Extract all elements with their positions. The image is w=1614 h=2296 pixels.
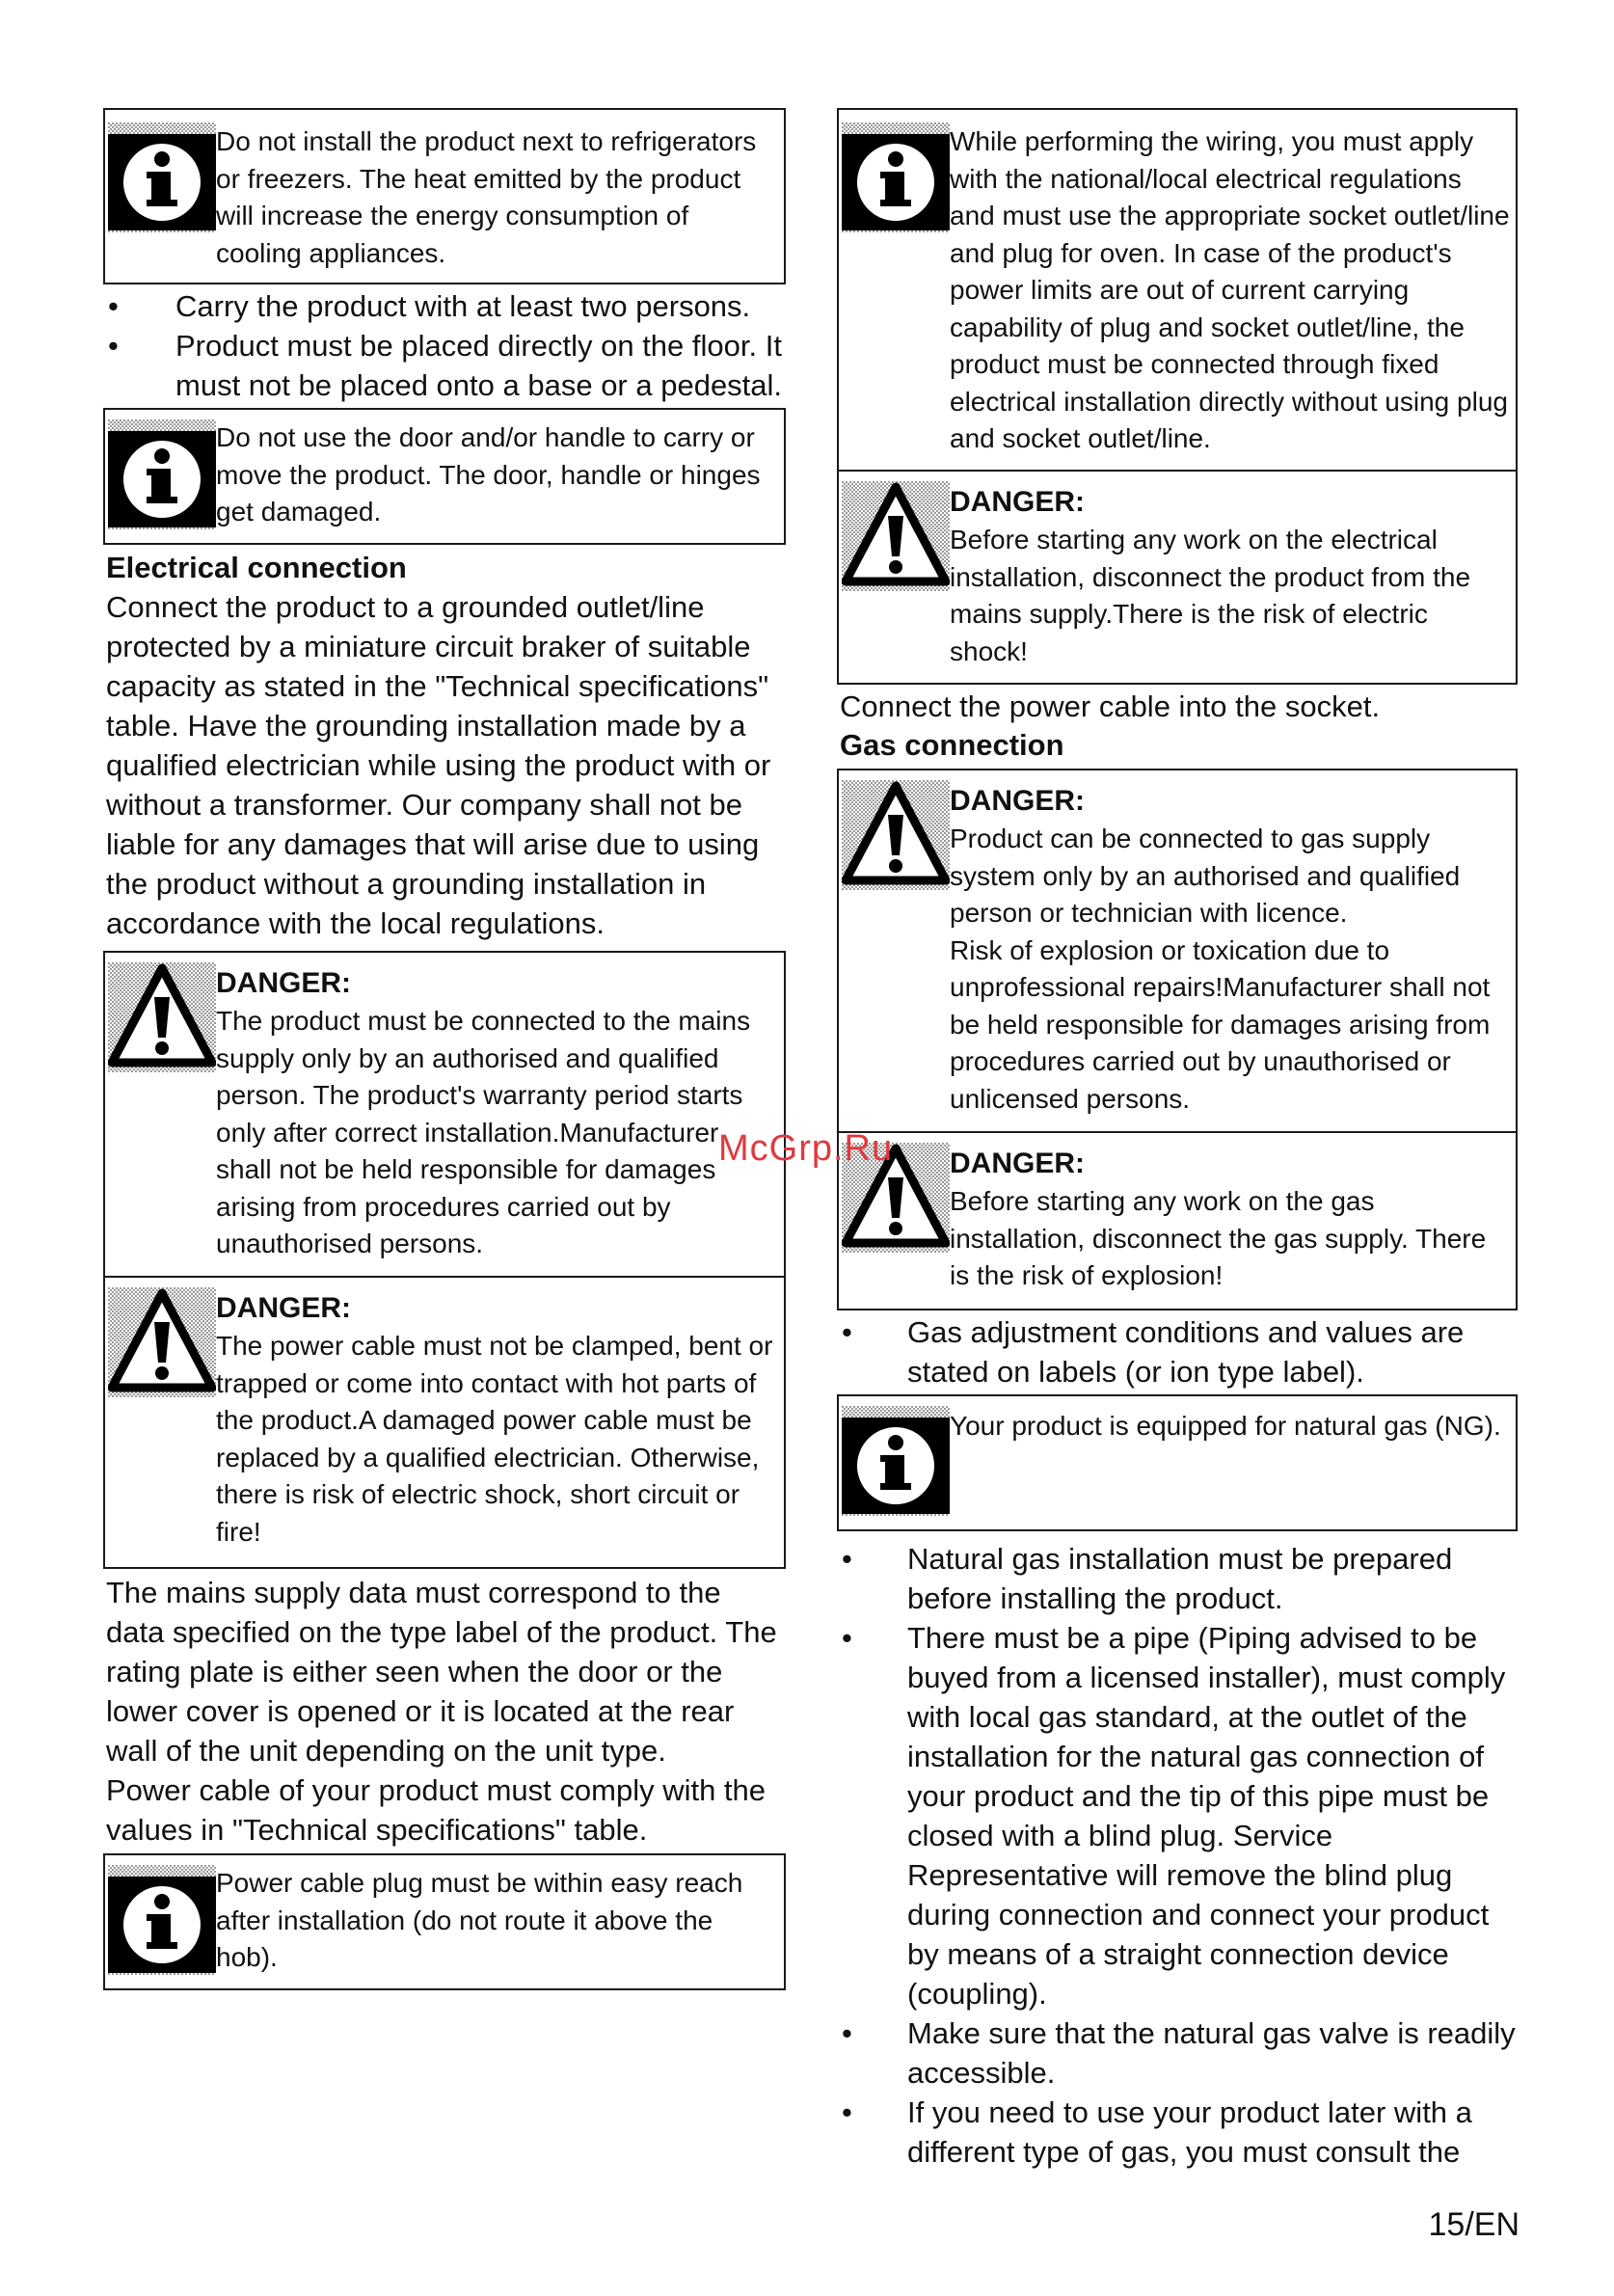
- danger-box-gas-disconnect: [837, 1133, 1518, 1310]
- list-item: • Natural gas installation must be prepared before installing the product.: [837, 1539, 1518, 1618]
- danger-title: DANGER:: [216, 1292, 351, 1324]
- danger-title: DANGER:: [950, 486, 1085, 518]
- bullet-glyph: •: [842, 1621, 852, 1655]
- danger-text: [216, 953, 784, 1273]
- watermark-text: McGrp.Ru: [718, 1128, 894, 1169]
- danger-text: [216, 1278, 784, 1560]
- bullet-glyph: •: [108, 329, 119, 363]
- bullet-glyph: •: [842, 1315, 852, 1349]
- electrical-connection-paragraph: Connect the product to a grounded outlet/line protected by a miniature circuit braker of suitable capacity as stated in the "Technical specifications" table. Have the grounding installation made by a qualified electrician while using the product with or without a transformer. Our company shall not be liable for any damages that will arise due to using the product without a grounding installation in accordance with the local regulations.: [106, 590, 771, 940]
- warning-triangle-icon: [108, 1287, 216, 1397]
- danger-body: Before starting any work on the gas installation, disconnect the gas supply. There is the risk of explosion!: [950, 1186, 1487, 1290]
- connect-socket-line: Connect the power cable into the socket.: [840, 689, 1381, 723]
- mains-supply-paragraph: The mains supply data must correspond to the data specified on the type label of the product. The rating plate is either seen when the door or the lower cover is opened or it is located at the rear wall of the unit depending on the unit type.: [106, 1576, 777, 1768]
- list-item: • There must be a pipe (Piping advised to be buyed from a licensed installer), must comply with local gas standard, at the outlet of the installation for the natural gas connection of your product and the tip of this pipe must be closed with a blind plug. Service Representative will remove the blind plug during connection and connect your product by means of a straight connection device (coupling).: [837, 1618, 1518, 2013]
- note-text: Power cable plug must be within easy reach after installation (do not route it above the hob).: [216, 1868, 743, 1972]
- bullet-glyph: •: [108, 289, 119, 323]
- warning-triangle-icon: [842, 481, 950, 591]
- gas-adjust-bullet-list: [837, 1312, 1518, 1391]
- danger-body: Risk of explosion or toxication due to unprofessional repairs!Manufacturer shall not be held responsible for damages arising from procedures carried out by unauthorised or unlicensed persons.: [950, 934, 1491, 1114]
- info-icon: [842, 122, 950, 232]
- info-note-refrigerators: [103, 108, 786, 284]
- danger-text: [950, 1133, 1516, 1305]
- danger-title: DANGER:: [216, 967, 351, 999]
- danger-box-gas-supply: [837, 769, 1518, 1133]
- list-item: • Make sure that the natural gas valve is readily accessible.: [837, 2013, 1518, 2093]
- info-icon: [108, 122, 216, 232]
- bullet-glyph: •: [842, 1542, 852, 1576]
- danger-box-authorised: [103, 951, 786, 1278]
- power-cable-paragraph: Power cable of your product must comply with the values in "Technical specifications" table.: [106, 1773, 767, 1847]
- info-note-natural-gas: [837, 1394, 1518, 1531]
- info-note-door: [103, 408, 786, 545]
- list-item: • If you need to use your product later with a different type of gas, you must consult the: [837, 2093, 1518, 2172]
- danger-body: The power cable must not be clamped, bent or trapped or come into contact with hot parts of the product.A damaged power cable must be replaced by a qualified electrician. Otherwise, there is risk of electric shock, short circuit or fire!: [216, 1331, 773, 1547]
- info-icon: [108, 419, 216, 529]
- danger-body: The product must be connected to the mains supply only by an authorised and qualified person. The product's warranty period starts only after correct installation.Manufacturer shall not be held responsible for damages arising from procedures carried out by unauthorised persons.: [216, 1006, 751, 1258]
- right-column: [837, 108, 1518, 2172]
- danger-box-disconnect: [837, 472, 1518, 685]
- danger-box-cable: [103, 1278, 786, 1569]
- danger-title: DANGER:: [950, 1148, 1085, 1179]
- left-column: [103, 108, 786, 1990]
- danger-text: [950, 770, 1516, 1127]
- list-item: • Carry the product with at least two persons.: [103, 286, 786, 326]
- note-text: Do not use the door and/or handle to carry or move the product. The door, handle or hinges get damaged.: [216, 422, 761, 527]
- danger-title: DANGER:: [950, 785, 1085, 817]
- note-text: Your product is equipped for natural gas (NG).: [950, 1411, 1501, 1441]
- page-number: 15/EN: [1428, 2206, 1520, 2243]
- danger-body: Before starting any work on the electrical installation, disconnect the product from the mains supply.There is the risk of electric shock!: [950, 525, 1471, 666]
- gas-bullet-list: [837, 1539, 1518, 2172]
- note-text: Do not install the product next to refrigerators or freezers. The heat emitted by the product will increase the energy consumption of cooling appliances.: [216, 126, 757, 268]
- bullet-glyph: •: [842, 2095, 852, 2129]
- list-item: • Product must be placed directly on the floor. It must not be placed onto a base or a pedestal.: [103, 326, 786, 405]
- bullet-glyph: •: [842, 2016, 852, 2050]
- gas-connection-heading: Gas connection: [840, 728, 1064, 762]
- note-text: While performing the wiring, you must apply with the national/local electrical regulations and must use the appropriate socket outlet/line and plug for oven. In case of the product's power limits are out of current carrying capability of plug and socket outlet/line, the product must be connected through fixed electrical installation directly without using plug and socket outlet/line.: [950, 126, 1510, 453]
- info-icon: [842, 1406, 950, 1516]
- info-icon: [108, 1865, 216, 1975]
- info-note-wiring: [837, 108, 1518, 472]
- electrical-connection-heading: Electrical connection: [106, 551, 407, 584]
- carry-bullet-list: [103, 286, 786, 405]
- danger-body: Product can be connected to gas supply system only by an authorised and qualified person or technician with licence.: [950, 824, 1461, 928]
- warning-triangle-icon: [108, 962, 216, 1072]
- danger-text: [950, 472, 1516, 680]
- warning-triangle-icon: [842, 780, 950, 890]
- list-item: • Gas adjustment conditions and values are stated on labels (or ion type label).: [837, 1312, 1518, 1391]
- info-note-plug: [103, 1853, 786, 1990]
